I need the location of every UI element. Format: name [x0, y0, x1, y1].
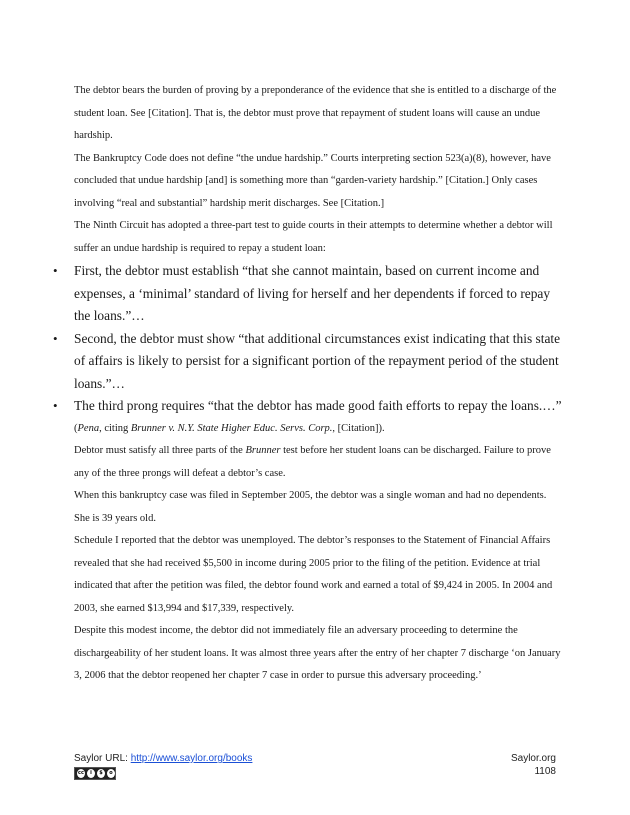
list-item [53, 328, 564, 396]
footer-url [74, 752, 252, 765]
page-number: 1108 [534, 766, 556, 777]
creative-commons-license-icon: cc i $ o [74, 767, 116, 780]
footer-url-label: Saylor URL: [74, 753, 131, 764]
brunner-text-after: test before her student loans can be discharged. Failure to prove any of the three prongs will defeat a debtor’s case. [74, 445, 551, 479]
paragraph-undue-hardship: The Bankruptcy Code does not define “the undue hardship.” Courts interpreting section 523(a)(8), however, have concluded that undue hardship [and] is something more than “garden-variety hardship.” [Citation.] Only cases involving “real and substantial” hardship merit discharges. See [Citation.] [74, 152, 551, 209]
saylor-books-link[interactable]: http://www.saylor.org/books [130, 753, 253, 764]
paragraph-modest-income: Despite this modest income, the debtor did not immediately file an adversary proceeding to determine the dischargeability of her student loans. It was almost three years after the entry of her chapter 7 discharge ‘on January 3, 2006 that the debtor reopened her chapter 7 case in order to pursue this adversary proceeding.’ [74, 625, 561, 681]
bullet-text-second-prong: Second, the debtor must show “that additional circumstances exist indicating that this state of affairs is likely to persist for a significant portion of the repayment period of the student loans.”… [74, 330, 561, 391]
citation-close: , [Citation]). [332, 422, 385, 434]
bullet-icon: • [53, 398, 58, 413]
list-item [53, 260, 564, 328]
brunner-text-before: Debtor must satisfy all three parts of the [74, 445, 246, 456]
list-item [53, 395, 564, 418]
paragraph-case-filed: When this bankruptcy case was filed in September 2005, the debtor was a single woman and had no dependents. She is 39 years old. [74, 490, 547, 524]
paragraph-ninth-circuit: The Ninth Circuit has adopted a three-part test to guide courts in their attempts to determine whether a debtor will suffer an undue hardship is required to repay a student loan: [74, 220, 553, 254]
citation-middle: , citing [99, 422, 131, 434]
citation-open: ( [74, 422, 78, 434]
paragraph-citation [74, 418, 564, 441]
citation-case-pena: Pena [77, 422, 100, 434]
three-part-test-list [53, 260, 564, 418]
page-content [53, 80, 564, 688]
paragraph-schedule-i: Schedule I reported that the debtor was unemployed. The debtor’s responses to the Statement of Financial Affairs revealed that she had received $5,500 in income during 2005 prior to the filing of the petition. Evidence at trial indicated that after the petition was filed, the debtor found work and earned a total of $9,424 in 2005. In 2004 and 2003, she earned $13,994 and $17,339, respectively. [74, 535, 553, 614]
bullet-text-first-prong: First, the debtor must establish “that she cannot maintain, based on current income and expenses, a ‘minimal’ standard of living for herself and her dependents if forced to repay the loans.”… [74, 263, 551, 323]
paragraph-burden: The debtor bears the burden of proving by a preponderance of the evidence that she is entitled to a discharge of the student loan. See [Citation]. That is, the debtor must prove that repayment of student loans will cause an undue hardship. [74, 85, 557, 141]
paragraph-brunner-test [74, 440, 564, 485]
brunner-italic: Brunner [245, 445, 281, 456]
bullet-icon: • [53, 330, 58, 346]
bullet-icon: • [53, 263, 58, 278]
page-footer [74, 752, 556, 786]
bullet-text-third-prong: The third prong requires “that the debtor has made good faith efforts to repay the loans.…” [74, 398, 562, 413]
footer-site: Saylor.org [510, 753, 556, 764]
citation-case-brunner: Brunner v. N.Y. State Higher Educ. Servs. Corp. [130, 422, 333, 434]
footer-page-info [511, 752, 556, 778]
